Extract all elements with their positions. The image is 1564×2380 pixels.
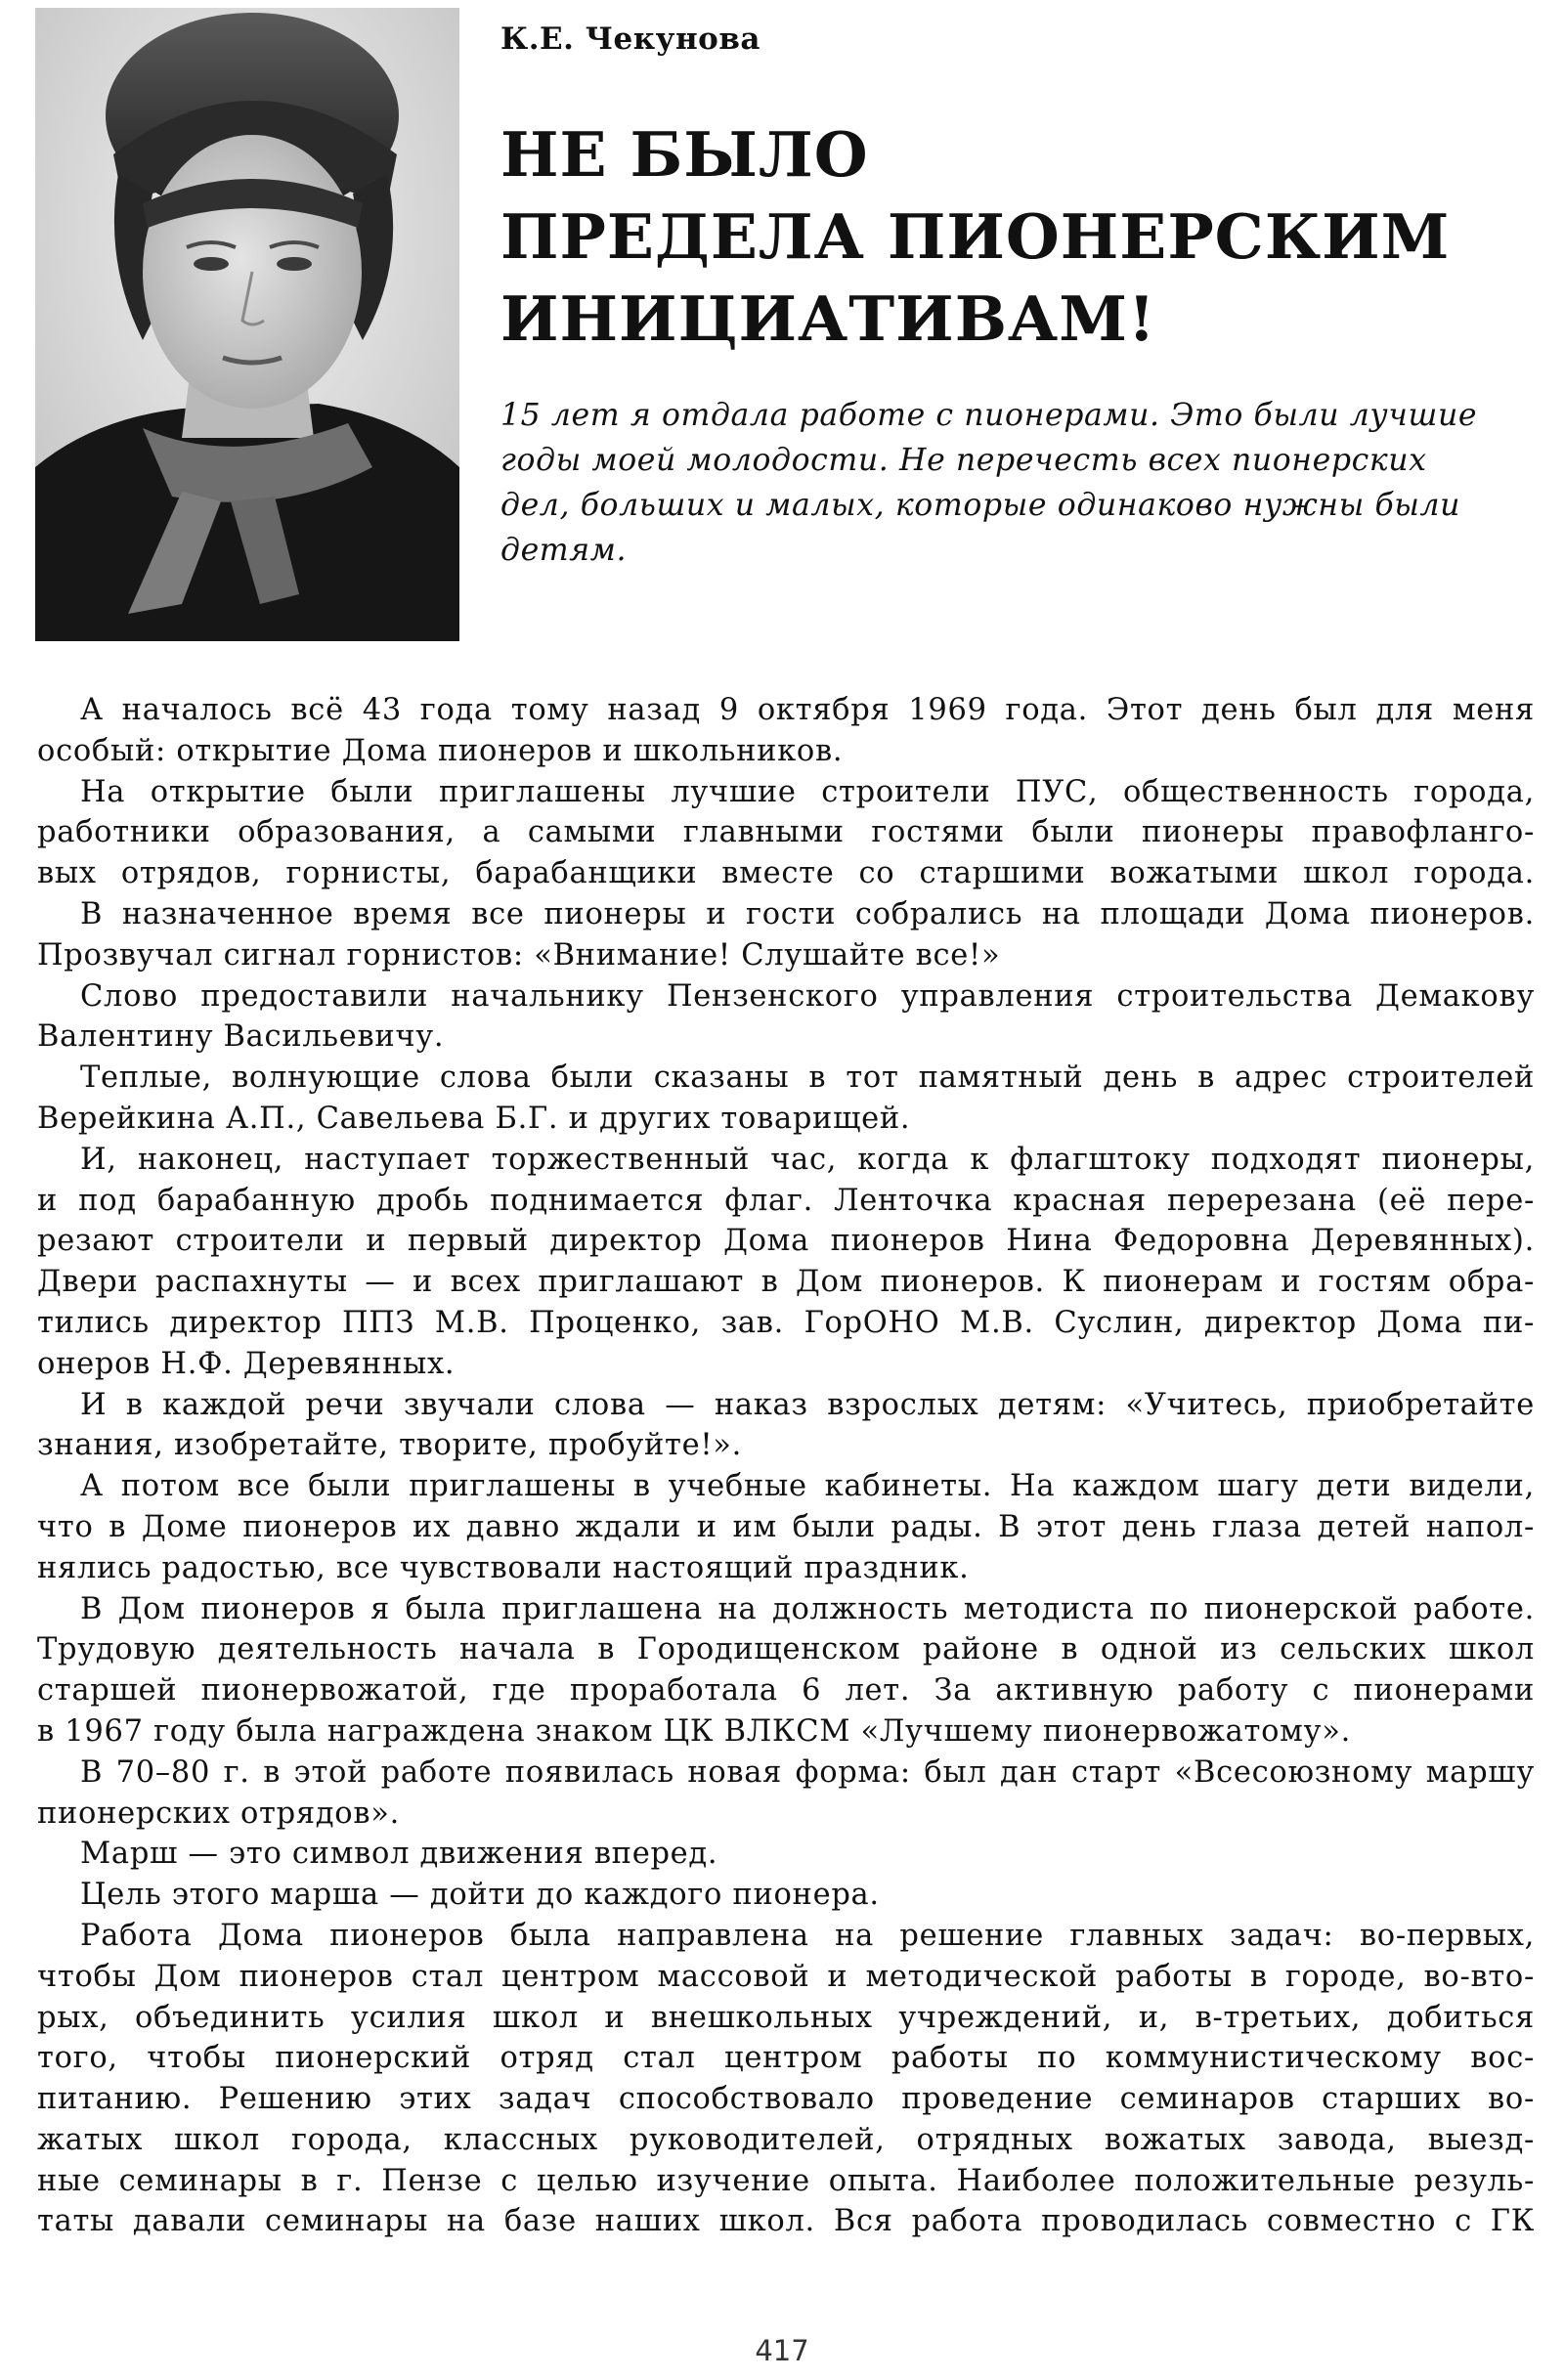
article-body	[37, 690, 1535, 2242]
body-line: рых, объединить усилия школ и внешкольных учреждений, и, в-третьих, добиться	[37, 2000, 1535, 2035]
author-portrait-photo	[35, 8, 459, 641]
body-line: что в Доме пионеров их давно ждали и им были рады. В этот день глаза детей напол-	[37, 1509, 1535, 1544]
body-line: В 70–80 г. в этой работе появилась новая форма: был дан старт «Всесоюзному маршу	[80, 1754, 1535, 1790]
lead-paragraph	[500, 393, 1507, 573]
body-line: В Дом пионеров я была приглашена на должность методиста по пионерской работе.	[80, 1591, 1535, 1626]
page-number: 417	[755, 2334, 809, 2367]
body-line: Валентину Васильевичу.	[37, 1019, 445, 1055]
body-line: Работа Дома пионеров была направлена на решение главных задач: во-первых,	[80, 1918, 1535, 1953]
lead-line: дел, больших и малых, которые одинаково нужны были	[500, 488, 1461, 523]
title-line: ПРЕДЕЛА ПИОНЕРСКИМ	[500, 200, 1451, 273]
body-line: пионерских отрядов».	[37, 1796, 400, 1831]
title-line: НЕ БЫЛО	[500, 118, 869, 191]
body-line: ные семинары в г. Пензе с целью изучение опыта. Наиболее положительные резуль-	[37, 2163, 1535, 2198]
lead-line: детям.	[500, 533, 628, 568]
body-line: таты давали семинары на базе наших школ. Вся работа проводилась совместно с ГК	[37, 2204, 1535, 2239]
body-line: Прозвучал сигнал горнистов: «Внимание! Слушайте все!»	[37, 937, 1001, 973]
lead-line: 15 лет я отдала работе с пионерами. Это были лучшие	[500, 398, 1478, 433]
body-line: Трудовую деятельность начала в Городищенском районе в одной из сельских школ	[37, 1632, 1535, 1667]
body-line: Теплые, волнующие слова были сказаны в тот памятный день в адрес строителей	[80, 1060, 1535, 1096]
body-line: Марш — это символ движения вперед.	[80, 1837, 718, 1872]
body-line: работники образования, а самыми главными гостями были пионеры правофланго-	[37, 815, 1535, 850]
body-line: жатых школ города, классных руководителей, отрядных вожатых завода, выезд-	[37, 2122, 1535, 2157]
body-line: питанию. Решению этих задач способствовало проведение семинаров старших во-	[37, 2082, 1535, 2117]
body-line: онеров Н.Ф. Деревянных.	[37, 1346, 456, 1381]
lead-line: годы моей молодости. Не перечесть всех пионерских	[500, 443, 1427, 478]
body-line: Верейкина А.П., Савельева Б.Г. и других товарищей.	[37, 1101, 911, 1136]
body-line: знания, изобретайте, творите, пробуйте!».	[37, 1428, 743, 1463]
body-line: вых отрядов, горнисты, барабанщики вместе со старшими вожатыми школ города.	[37, 856, 1535, 891]
body-line: тились директор ППЗ М.В. Проценко, зав. ГорОНО М.В. Суслин, директор Дома пи-	[37, 1305, 1535, 1340]
body-line: Двери распахнуты — и всех приглашают в Дом пионеров. К пионерам и гостям обра-	[37, 1265, 1535, 1300]
title-line: ИНИЦИАТИВАМ!	[500, 282, 1156, 355]
body-line: Слово предоставили начальнику Пензенского управления строительства Демакову	[80, 978, 1535, 1014]
body-line: Цель этого марша — дойти до каждого пионера.	[80, 1878, 880, 1913]
body-line: нялись радостью, все чувствовали настоящий праздник.	[37, 1550, 970, 1585]
body-line: старшей пионервожатой, где проработала 6 лет. За активную работу с пионерами	[37, 1673, 1535, 1709]
body-line: А началось всё 43 года тому назад 9 октября 1969 года. Этот день был для меня	[80, 693, 1535, 727]
body-line: И, наконец, наступает торжественный час, когда к флагштоку подходят пионеры,	[80, 1142, 1535, 1177]
body-line: На открытие были приглашены лучшие строители ПУС, общественность города,	[80, 774, 1535, 809]
article-title	[500, 113, 1537, 360]
body-line: в 1967 году была награждена знаком ЦК ВЛКСМ «Лучшему пионервожатому».	[37, 1713, 1351, 1749]
body-line: В назначенное время все пионеры и гости собрались на площади Дома пионеров.	[80, 896, 1535, 931]
body-line: особый: открытие Дома пионеров и школьников.	[37, 733, 844, 768]
body-line: чтобы Дом пионеров стал центром массовой и методической работы в городе, во-вто-	[37, 1959, 1535, 1994]
author-name: К.Е. Чекунова	[500, 22, 760, 57]
body-line: и под барабанную дробь поднимается флаг. Ленточка красная перерезана (её пере-	[37, 1183, 1535, 1218]
body-line: резают строители и первый директор Дома пионеров Нина Федоровна Деревянных).	[37, 1224, 1535, 1259]
body-line: А потом все были приглашены в учебные кабинеты. На каждом шагу дети видели,	[80, 1469, 1535, 1504]
body-line: того, чтобы пионерский отряд стал центром работы по коммунистическому вос-	[37, 2041, 1535, 2076]
body-line: И в каждой речи звучали слова — наказ взрослых детям: «Учитесь, приобретайте	[80, 1387, 1535, 1422]
